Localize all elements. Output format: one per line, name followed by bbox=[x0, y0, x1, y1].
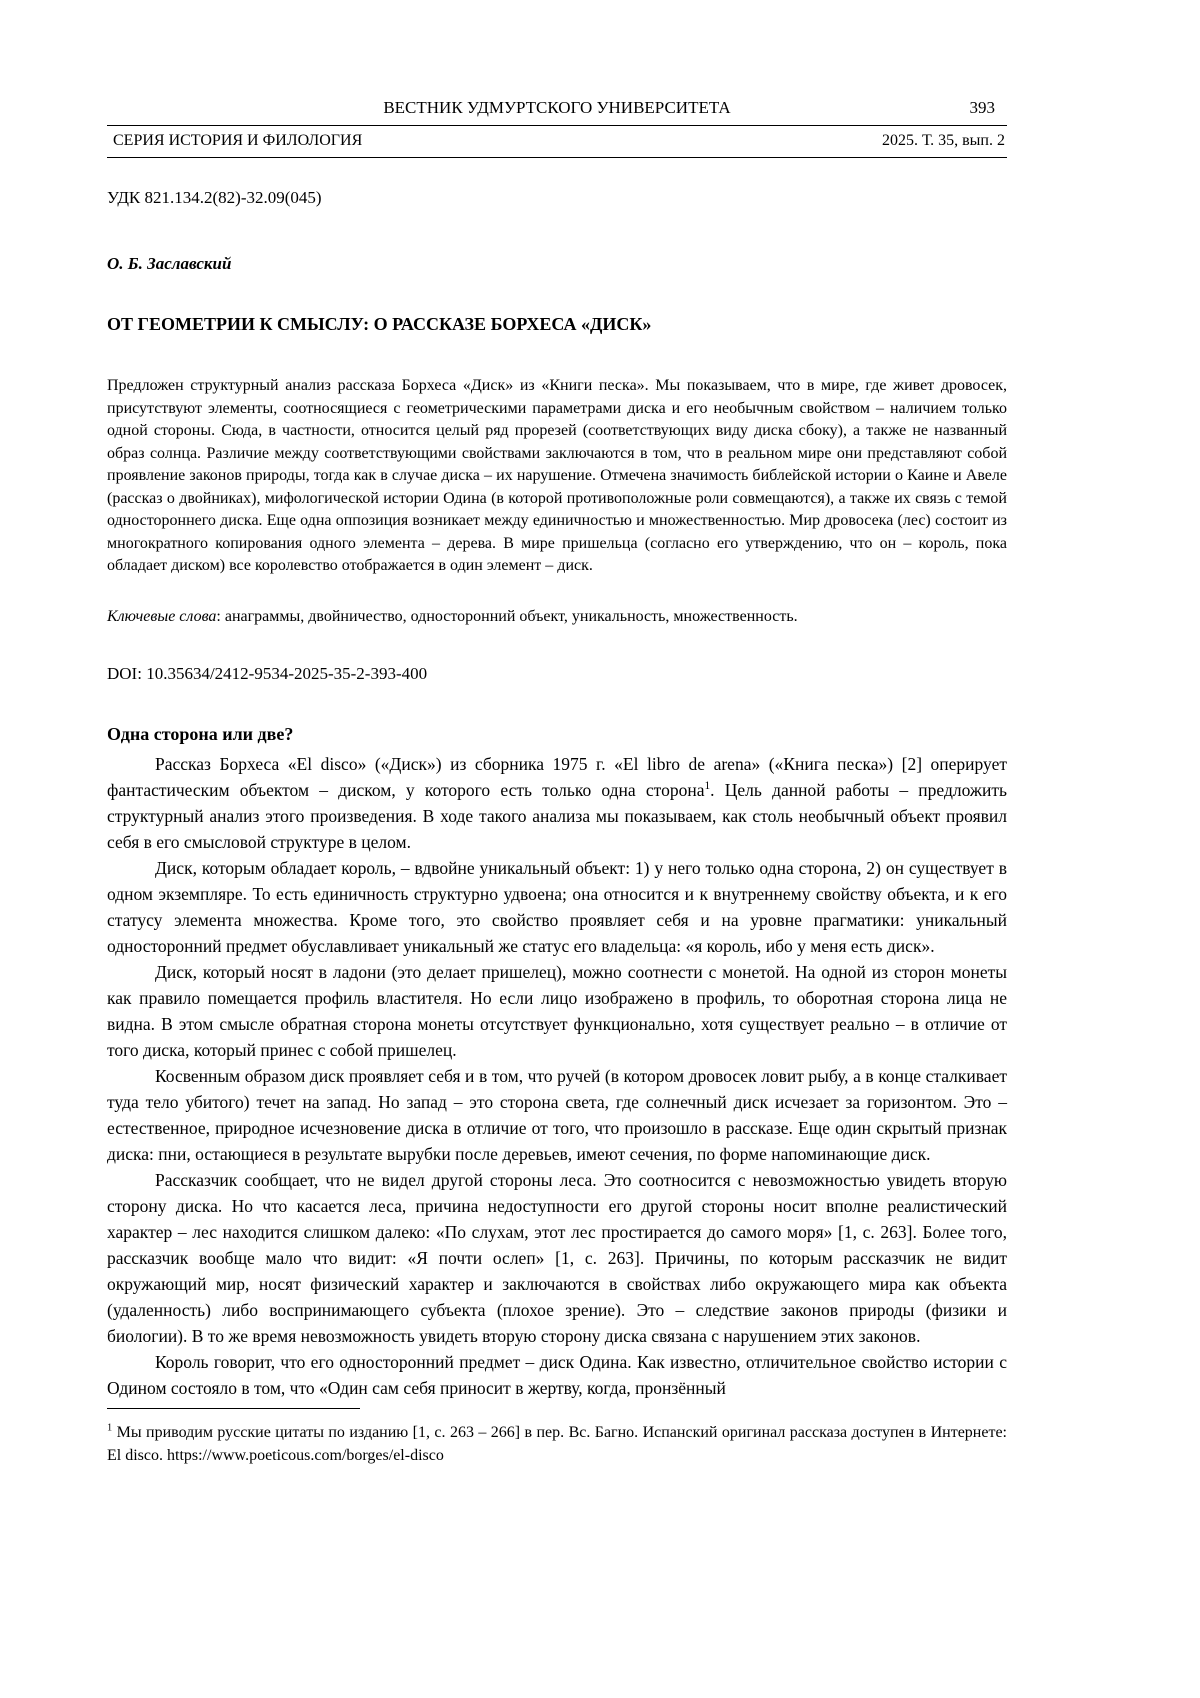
keywords-label: Ключевые слова bbox=[107, 607, 217, 625]
journal-header bbox=[107, 98, 1007, 158]
paragraph-5: Рассказчик сообщает, что не видел другой стороны леса. Это соотносится с невозможностью увидеть вторую сторону диска. Но что касается леса, причина недоступности его другой стороны носит вполне реалистический характер – лес находится слишком далеко: «По слухам, этот лес простирается до самого моря» [1, с. 263]. Более того, рассказчик вообще мало что видит: «Я почти ослеп» [1, с. 263]. Причины, по которым рассказчик не видит окружающий мир, носят физический характер и заключаются в свойствах либо окружающего мира как объекта (удаленность) либо воспринимающего субъекта (плохое зрение). Это – следствие законов природы (физики и биологии). В то же время невозможность увидеть вторую сторону диска связана с нарушением этих законов. bbox=[107, 1169, 1007, 1346]
paragraph-2: Диск, которым обладает король, – вдвойне уникальный объект: 1) у него только одна сторона, 2) он существует в одном экземпляре. То есть единичность структурно удвоена; она относится и к внутреннему свойству объекта, и к его статусу элемента множества. Кроме того, это свойство проявляет себя и на уровне прагматики: уникальный односторонний предмет обуславливает уникальный же статус его владельца: «я король, ибо у меня есть диск». bbox=[107, 857, 1007, 956]
issue-info: 2025. Т. 35, вып. 2 bbox=[881, 132, 1005, 149]
footnote bbox=[107, 1421, 1007, 1467]
paragraph-6: Король говорит, что его односторонний предмет – диск Одина. Как известно, отличительное свойство истории с Одином состояло в том, что «Один сам себя приносит в жертву, когда, пронзённый bbox=[107, 1351, 1007, 1398]
footnote-marker: 1 bbox=[107, 1422, 113, 1434]
paragraph-1-text-after: . Цель данной работы – предложить структурный анализ этого произведения. В ходе такого анализа мы показываем, как столь необычный объект проявил себя в его смысловой структуре в целом. bbox=[107, 779, 1008, 852]
paragraph-4: Косвенным образом диск проявляет себя и в том, что ручей (в котором дровосек ловит рыбу, а в конце сталкивает туда тело убитого) течет на запад. Но запад – это сторона света, где солнечный диск исчезает за горизонтом. Это – естественное, природное исчезновение диска в отличие от того, что произошло в рассказе. Еще один скрытый признак диска: пни, остающиеся в результате вырубки после деревьев, имеют сечения, по форме напоминающие диск. bbox=[107, 1065, 1007, 1164]
footnote-separator bbox=[107, 1408, 360, 1409]
author-name: О. Б. Заславский bbox=[107, 254, 232, 273]
journal-title: ВЕСТНИК УДМУРТСКОГО УНИВЕРСИТЕТА bbox=[383, 98, 731, 117]
page-number: 393 bbox=[969, 98, 995, 117]
keywords-line bbox=[107, 608, 1007, 626]
article-abstract: Предложен структурный анализ рассказа Борхеса «Диск» из «Книги песка». Мы показываем, что в мире, где живет дровосек, присутствуют элементы, соотносящиеся с геометрическими параметрами диска и его необычным свойством – наличием только одной стороны. Сюда, в частности, относится целый ряд прорезей (соответствующих виду диска сбоку), а также не названный образ солнца. Различие между соответствующими свойствами заключаются в том, что в реальном мире они представляют собой проявление законов природы, тогда как в случае диска – их нарушение. Отмечена значимость библейской истории о Каине и Авеле (рассказ о двойниках), мифологической истории Одина (в которой противоположные роли совмещаются), а также их связь с темой одностороннего диска. Еще одна оппозиция возникает между единичностью и множественностью. Мир дровосека (лес) состоит из многократного копирования одного элемента – дерева. В мире пришельца (согласно его утверждению, что он – король, пока обладает диском) все королевство отображается в один элемент – диск. bbox=[107, 377, 1007, 574]
doi-line: DOI: 10.35634/2412-9534-2025-35-2-393-400 bbox=[107, 663, 428, 683]
header-row-journal bbox=[107, 98, 1007, 125]
section-heading: Одна сторона или две? bbox=[107, 723, 294, 744]
paragraph-1-text-before: Рассказ Борхеса «El disco» («Диск») из сборника 1975 г. «El libro de arena» («Книга песка») [2] оперирует фантастическим объектом – диском, у которого есть только одна сторона bbox=[107, 753, 1007, 800]
paragraph-3: Диск, который носят в ладони (это делает пришелец), можно соотнести с монетой. На одной из сторон монеты как правило помещается профиль властителя. Но если лицо изображено в профиль, то оборотная сторона лица не видна. В этом смысле обратная сторона монеты отсутствует функционально, хотя существует реально – в отличие от того диска, который принес с собой пришелец. bbox=[107, 961, 1007, 1060]
keywords-text: : анаграммы, двойничество, односторонний объект, уникальность, множественность. bbox=[216, 607, 798, 625]
footnote-text: Мы приводим русские цитаты по изданию [1, с. 263 – 266] в пер. Вс. Багно. Испанский оригинал рассказа доступен в Интернете: El disco. https://www.poeticous.com/borges/el-disco bbox=[107, 1424, 1007, 1464]
header-rule-bottom bbox=[107, 157, 1007, 158]
udc-line: УДК 821.134.2(82)-32.09(045) bbox=[107, 188, 322, 207]
series-title: СЕРИЯ ИСТОРИЯ И ФИЛОЛОГИЯ bbox=[113, 132, 363, 149]
paragraph-1 bbox=[107, 751, 1007, 855]
footnote-ref-1: 1 bbox=[704, 779, 711, 792]
article-title: ОТ ГЕОМЕТРИИ К СМЫСЛУ: О РАССКАЗЕ БОРХЕСА «ДИСК» bbox=[107, 314, 652, 334]
footnote-block bbox=[107, 1408, 1007, 1467]
header-row-series bbox=[107, 126, 1007, 157]
article-content bbox=[107, 0, 1007, 1401]
